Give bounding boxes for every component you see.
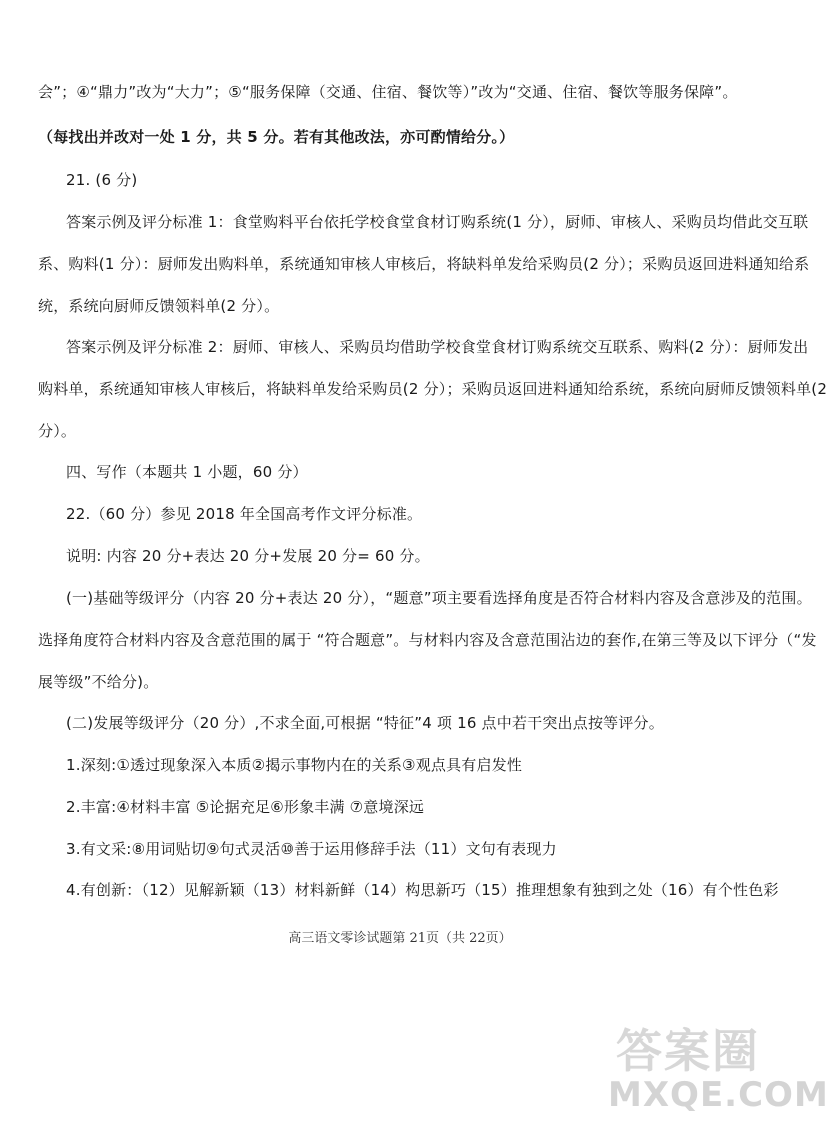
question-22-heading: 22.（60 分）参见 2018 年全国高考作文评分标准。 xyxy=(66,505,423,523)
watermark-bottom-text: MXQE.COM xyxy=(608,1075,829,1115)
answer-2-line-2: 购料单，系统通知审核人审核后，将缺料单发给采购员(2 分）；采购员返回进料通知给系统，系统向厨师反馈领料单(2 xyxy=(38,380,828,398)
answer-1-line-2: 系、购料(1 分）：厨师发出购料单，系统通知审核人审核后，将缺料单发给采购员(2 分）；采购员返回进料通知给系 xyxy=(38,255,810,273)
criterion-profound: 1.深刻:①透过现象深入本质②揭示事物内在的关系③观点具有启发性 xyxy=(66,756,523,774)
answer-2-line-1: 答案示例及评分标准 2：厨师、审核人、采购员均借助学校食堂食材订购系统交互联系、购料(2 分）：厨师发出 xyxy=(66,338,809,356)
criterion-rich: 2.丰富:④材料丰富 ⑤论据充足⑥形象丰满 ⑦意境深远 xyxy=(66,798,425,816)
criterion-literary-grace: 3.有文采:⑧用词贴切⑨句式灵活⑩善于运用修辞手法（11）文句有表现力 xyxy=(66,840,557,858)
watermark-logo xyxy=(608,1015,829,1120)
basic-level-line-3: 展等级”不给分)。 xyxy=(38,673,159,691)
watermark-top-text: 答案圈 xyxy=(616,1024,760,1078)
criterion-innovation: 4.有创新：（12）见解新颖（13）材料新鲜（14）构思新巧（15）推理想象有独到之处（16）有个性色彩 xyxy=(66,881,779,899)
answer-1-line-3: 统，系统向厨师反馈领料单(2 分）。 xyxy=(38,297,280,315)
basic-level-line-1: (一)基础等级评分（内容 20 分+表达 20 分），“题意”项主要看选择角度是否符合材料内容及含意涉及的范围。 xyxy=(66,589,812,607)
basic-level-line-2: 选择角度符合材料内容及含意范围的属于 “符合题意”。与材料内容及含意范围沾边的套作,在第三等及以下评分（“发 xyxy=(38,631,817,649)
question-21-heading: 21. (6 分) xyxy=(66,171,138,189)
development-level-heading: (二)发展等级评分（20 分）,不求全面,可根据 “特征”4 项 16 点中若干突出点按等评分。 xyxy=(66,714,664,732)
answer-2-line-3: 分）。 xyxy=(38,422,77,440)
line-scoring-note: （每找出并改对一处 1 分，共 5 分。若有其他改法，亦可酌情给分。） xyxy=(38,128,515,146)
section-writing-heading: 四、写作（本题共 1 小题，60 分） xyxy=(66,463,308,481)
answer-1-line-1: 答案示例及评分标准 1：食堂购料平台依托学校食堂食材订购系统(1 分），厨师、审核人、采购员均借此交互联 xyxy=(66,213,809,231)
score-explanation: 说明: 内容 20 分+表达 20 分+发展 20 分= 60 分。 xyxy=(66,547,430,565)
line-revision-items: 会”；④“鼎力”改为“大力”；⑤“服务保障（交通、住宿、餐饮等）”改为“交通、住宿、餐饮等服务保障”。 xyxy=(38,83,738,101)
page-footer: 高三语文零诊试题第 21页（共 22页） xyxy=(288,931,512,946)
